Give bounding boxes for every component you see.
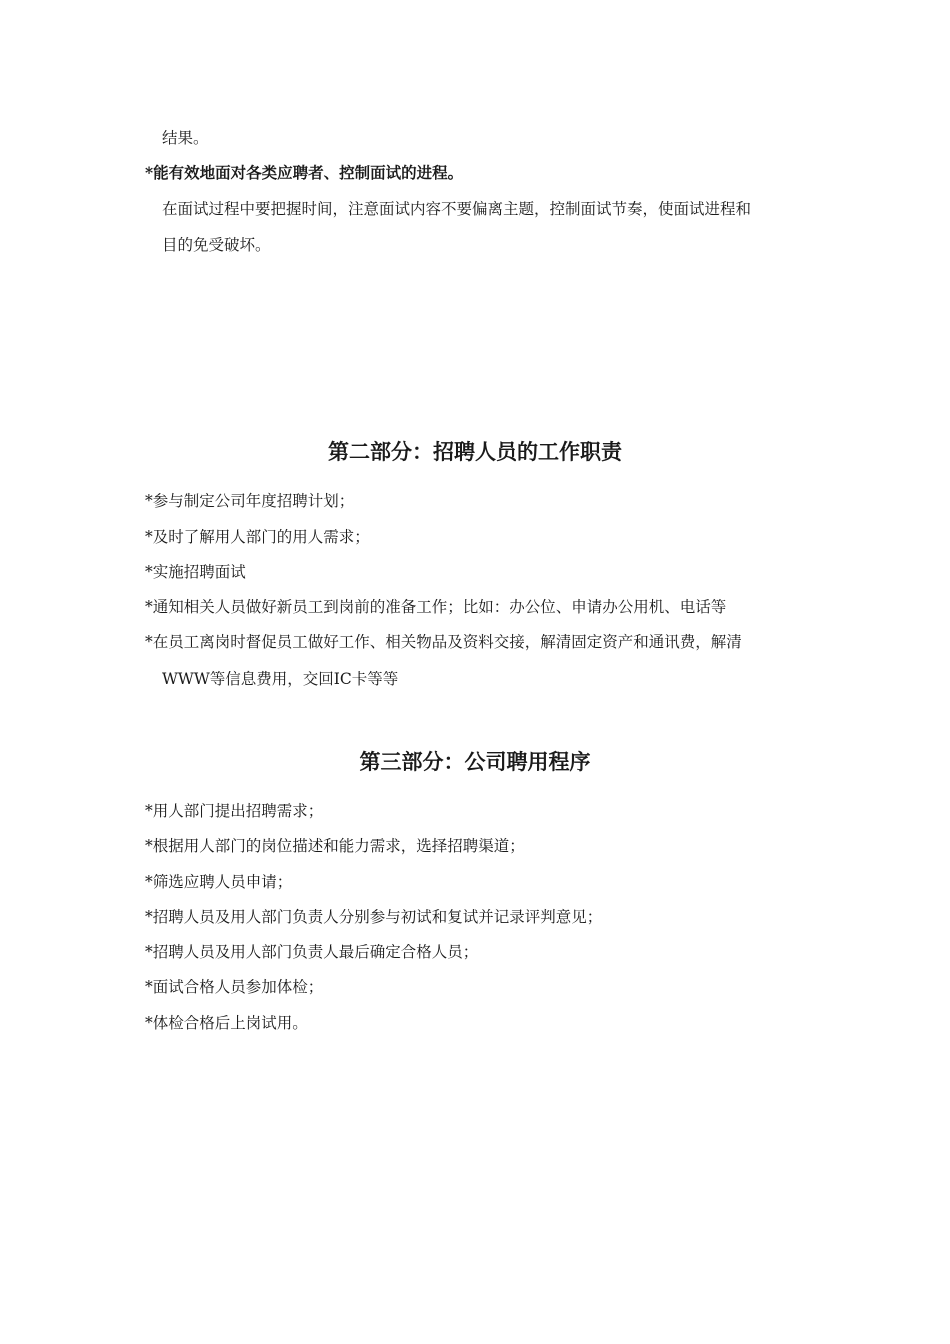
intro-paragraph-line-1: 在面试过程中要把握时间，注意面试内容不要偏离主题，控制面试节奏，使面试进程和 — [162, 200, 752, 218]
section-2-item: *在员工离岗时督促员工做好工作、相关物品及资料交接，解清固定资产和通讯费，解清 — [145, 633, 742, 651]
intro-bullet-heading: *能有效地面对各类应聘者、控制面试的进程。 — [145, 163, 464, 182]
section-2-title: 第二部分：招聘人员的工作职责 — [328, 439, 622, 464]
section-2-item: *实施招聘面试 — [145, 563, 246, 581]
section-2-item-continuation: WWW等信息费用，交回IC卡等等 — [162, 670, 399, 688]
section-3-item: *体检合格后上岗试用。 — [145, 1014, 308, 1032]
section-3-item: *用人部门提出招聘需求； — [145, 802, 324, 820]
section-3-item: *筛选应聘人员申请； — [145, 873, 293, 891]
section-2-item: *通知相关人员做好新员工到岗前的准备工作；比如：办公位、申请办公用机、电话等 — [145, 598, 727, 616]
section-3-item: *招聘人员及用人部门负责人分别参与初试和复试并记录评判意见； — [145, 908, 603, 926]
section-3-item: *招聘人员及用人部门负责人最后确定合格人员； — [145, 943, 479, 961]
section-3-item: *面试合格人员参加体检； — [145, 978, 324, 996]
section-3-item: *根据用人部门的岗位描述和能力需求，选择招聘渠道； — [145, 837, 525, 855]
section-2-item: *参与制定公司年度招聘计划； — [145, 492, 355, 510]
intro-paragraph-line-2: 目的免受破坏。 — [162, 236, 271, 254]
section-3-title: 第三部分：公司聘用程序 — [359, 749, 591, 774]
section-2-item: *及时了解用人部门的用人需求； — [145, 528, 370, 546]
intro-continued-text: 结果。 — [162, 129, 209, 147]
